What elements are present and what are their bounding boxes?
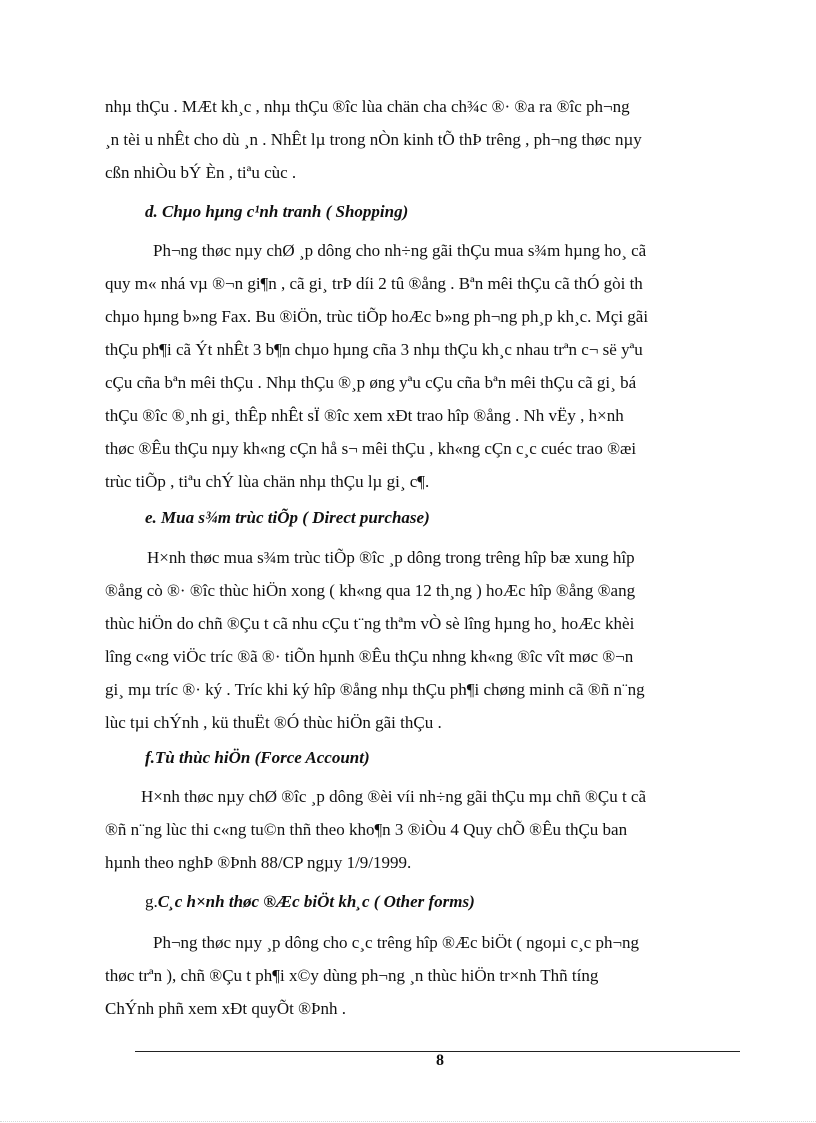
- text-line: thÇu ®îc ®¸nh gi¸ thÊp nhÊt sÏ ®îc xem xÐt trao hîp ®ång . Nh vËy , h×nh: [105, 406, 624, 425]
- heading-title: C¸c h×nh thøc ®Æc biÖt kh¸c ( Other forms): [157, 892, 475, 911]
- text-line: ¸n tèi u nhÊt cho dù ¸n . NhÊt lµ trong nÒn kinh tÕ thÞ trêng , ph¬ng thøc nµy: [105, 130, 642, 149]
- page-number: 8: [436, 1052, 444, 1069]
- text-line: ®ñ n¨ng lùc thi c«ng tu©n thñ theo kho¶n 3 ®iÒu 4 Quy chÕ ®Êu thÇu ban: [105, 820, 628, 839]
- heading-force-account: f.Tù thùc hiÖn (Force Account): [145, 748, 370, 767]
- text-line: gi¸ mµ tríc ®· ký . Tríc khi ký hîp ®ång nhµ thÇu ph¶i chøng minh cã ®ñ n¨ng: [105, 680, 645, 699]
- heading-prefix: g.: [145, 892, 158, 911]
- text-line: H×nh thøc mua s¾m trùc tiÕp ®îc ¸p dông trong trêng hîp bæ xung hîp: [147, 548, 635, 567]
- text-line: hµnh theo nghÞ ®Þnh 88/CP ngµy 1/9/1999.: [105, 853, 412, 872]
- page-bottom-dotted-line: [0, 1121, 816, 1122]
- text-line: thøc trªn ), chñ ®Çu t ph¶i x©y dùng ph¬ng ¸n thùc hiÖn tr×nh Thñ tíng: [105, 966, 599, 985]
- text-line: lîng c«ng viÖc tríc ®ã ®· tiÕn hµnh ®Êu thÇu nhng kh«ng ®îc vît møc ®¬n: [105, 647, 634, 666]
- text-line: quy m« nhá vµ ®¬n gi¶n , cã gi¸ trÞ díi 2 tû ®ång . Bªn mêi thÇu cã thÓ gòi th: [105, 274, 643, 293]
- text-line: H×nh thøc nµy chØ ®îc ¸p dông ®èi víi nh÷ng gãi thÇu mµ chñ ®Çu t cã: [141, 787, 647, 806]
- paragraph-other-forms: [105, 926, 735, 1025]
- text-line: chµo hµng b»ng Fax. Bu ®iÖn, trùc tiÕp hoÆc b»ng ph¬ng ph¸p kh¸c. Mçi gãi: [105, 307, 649, 326]
- paragraph-shopping: [105, 234, 735, 498]
- text-line: thùc hiÖn do chñ ®Çu t cã nhu cÇu t¨ng thªm vÒ sè lîng hµng ho¸ hoÆc khèi: [105, 614, 635, 633]
- text-line: nhµ thÇu . MÆt kh¸c , nhµ thÇu ®îc lùa chän cha ch¾c ®· ®a ra ®îc ph¬ng: [105, 97, 630, 116]
- text-line: trùc tiÕp , tiªu chÝ lùa chän nhµ thÇu lµ gi¸ c¶.: [105, 472, 430, 491]
- text-line: Ph¬ng thøc nµy ¸p dông cho c¸c trêng hîp ®Æc biÖt ( ngoµi c¸c ph¬ng: [153, 933, 640, 952]
- paragraph-intro: [105, 90, 735, 189]
- text-line: lùc tµi chÝnh , kü thuËt ®Ó thùc hiÖn gãi thÇu .: [105, 713, 442, 732]
- paragraph-direct-purchase: [105, 541, 735, 739]
- text-line: ChÝnh phñ xem xÐt quyÕt ®Þnh .: [105, 999, 347, 1018]
- text-line: cÇu cña bªn mêi thÇu . Nhµ thÇu ®¸p øng yªu cÇu cña bªn mêi thÇu cã gi¸ bá: [105, 373, 637, 392]
- heading-direct-purchase: e. Mua s¾m trùc tiÕp ( Direct purchase): [145, 508, 430, 527]
- text-line: ®ång cò ®· ®îc thùc hiÖn xong ( kh«ng qua 12 th¸ng ) hoÆc hîp ®ång ®ang: [105, 581, 636, 600]
- text-line: thøc ®Êu thÇu nµy kh«ng cÇn hå s¬ mêi thÇu , kh«ng cÇn c¸c cuéc trao ®æi: [105, 439, 637, 458]
- heading-other-forms: [145, 890, 745, 914]
- text-line: thÇu ph¶i cã Ýt nhÊt 3 b¶n chµo hµng cña 3 nhµ thÇu kh¸c nhau trªn c¬ së yªu: [105, 340, 643, 359]
- text-line: Ph¬ng thøc nµy chØ ¸p dông cho nh÷ng gãi thÇu mua s¾m hµng ho¸ cã: [153, 241, 647, 260]
- text-line: cßn nhiÒu bÝ Èn , tiªu cùc .: [105, 163, 297, 182]
- paragraph-force-account: [105, 780, 735, 879]
- heading-shopping: d. Chµo hµng c¹nh tranh ( Shopping): [145, 202, 409, 221]
